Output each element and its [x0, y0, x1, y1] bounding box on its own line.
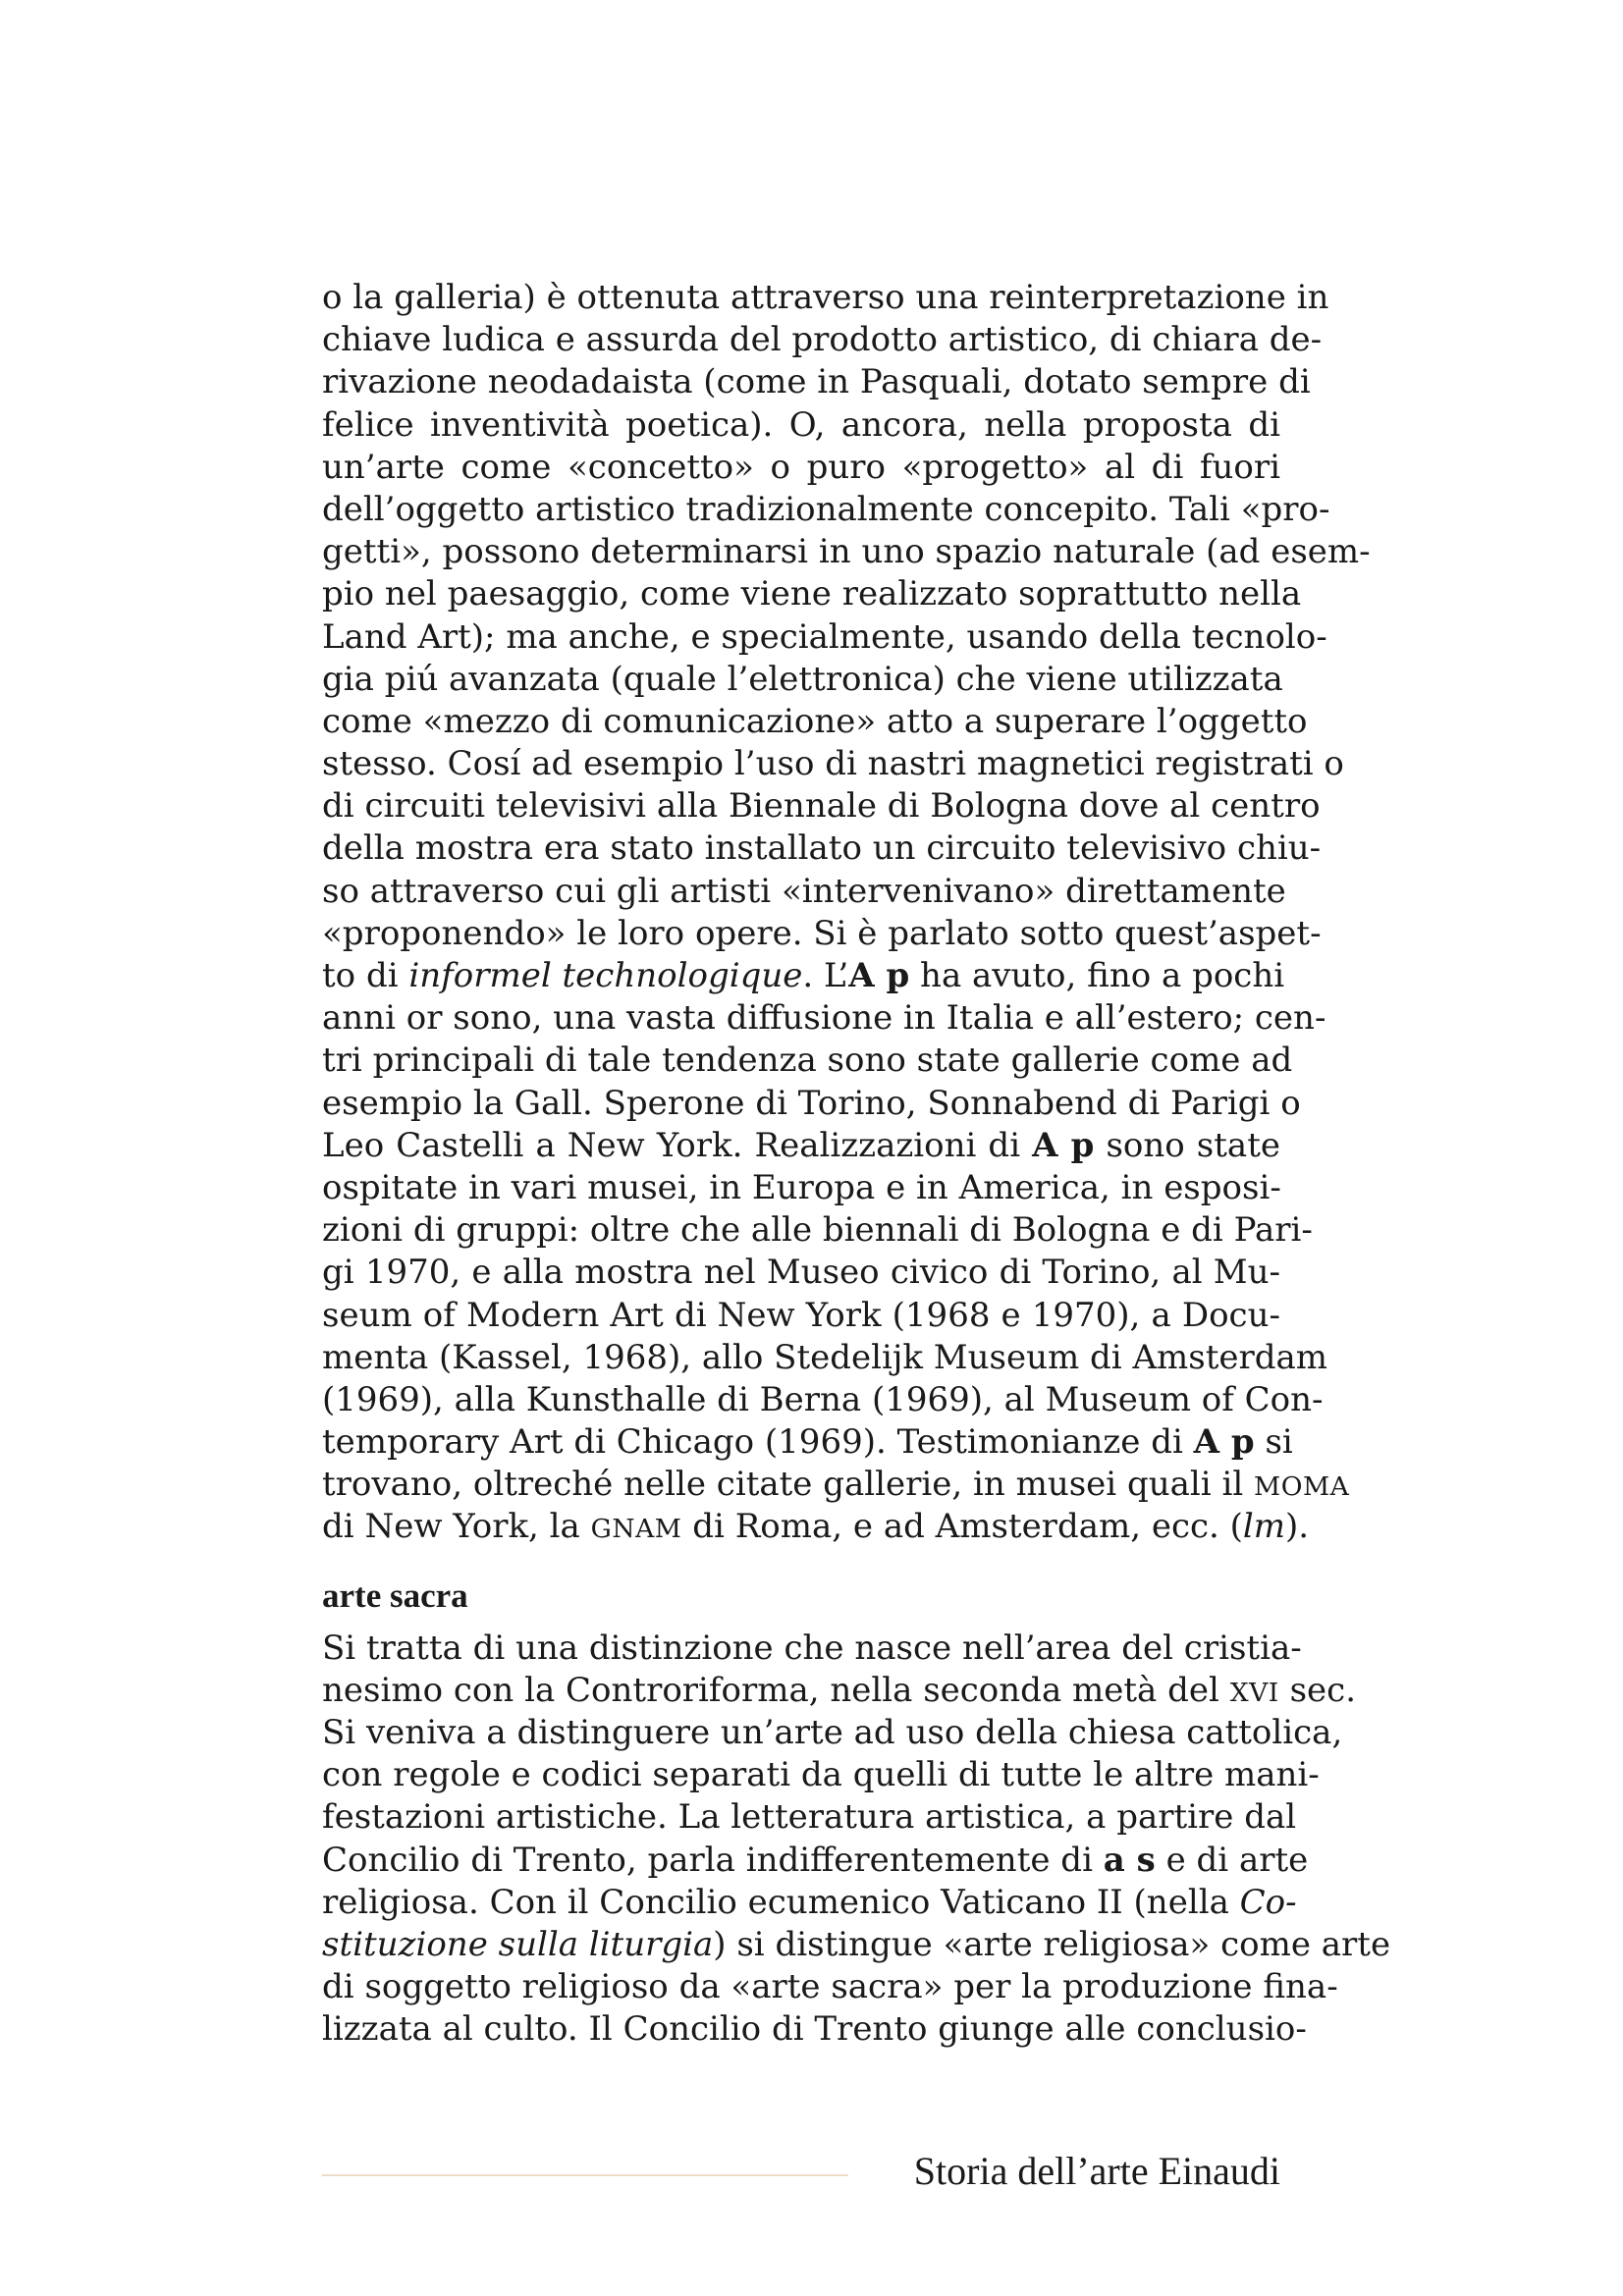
- text-line: stesso. Cosí ad esempio l’uso di nastri magnetici registrati o: [322, 744, 1344, 784]
- text-line: felice inventività poetica). O, ancora, nella proposta di: [322, 404, 1280, 445]
- text-line: seum of Modern Art di New York (1968 e 1970), a Docu-: [322, 1295, 1280, 1335]
- text-line: [322, 1882, 1297, 1924]
- text-line: rivazione neodadaista (come in Pasquali, dotato sempre di: [322, 362, 1311, 402]
- text-line: zioni di gruppi: oltre che alle biennali di Bologna e di Pari-: [322, 1210, 1313, 1251]
- entry-arte-sacra: [322, 1628, 1391, 2052]
- text-line: tri principali di tale tendenza sono state gallerie come ad: [322, 1041, 1293, 1081]
- small-caps-acronym: GNAM: [590, 1514, 682, 1545]
- italic-title: Co-: [1239, 1882, 1297, 1922]
- small-caps-acronym: MOMA: [1254, 1471, 1350, 1503]
- bold-abbreviation: a s: [1103, 1840, 1156, 1880]
- text-line: della mostra era stato installato un circuito televisivo chiu-: [322, 828, 1322, 869]
- bold-abbreviation: A p: [848, 956, 910, 995]
- text-run: to di: [322, 956, 409, 995]
- text-line: (1969), alla Kunsthalle di Berna (1969), al Museum of Con-: [322, 1379, 1324, 1419]
- article-continuation: [322, 277, 1371, 1549]
- text-run: e di arte: [1155, 1840, 1309, 1880]
- text-line: getti», possono determinarsi in uno spazio naturale (ad esem-: [322, 532, 1371, 572]
- text-run: nesimo con la Controriforma, nella seconda metà del: [322, 1670, 1230, 1710]
- text-line: esempio la Gall. Sperone di Torino, Sonnabend di Parigi o: [322, 1083, 1301, 1123]
- text-line: pio nel paesaggio, come viene realizzato soprattutto nella: [322, 574, 1302, 614]
- text-line: [322, 1464, 1350, 1506]
- author-initials: lm: [1242, 1507, 1286, 1547]
- bold-abbreviation: A p: [1193, 1422, 1255, 1463]
- text-run: trovano, oltreché nelle citate gallerie, in musei quali il: [322, 1465, 1255, 1505]
- text-run: temporary Art di Chicago (1969). Testimonianze di: [322, 1422, 1194, 1463]
- text-line: gi 1970, e alla mostra nel Museo civico di Torino, al Mu-: [322, 1253, 1280, 1293]
- text-line: un’arte come «concetto» o puro «progetto» al di fuori: [322, 447, 1280, 487]
- text-run: di Roma, e ad Amsterdam, ecc. (: [681, 1507, 1243, 1547]
- italic-term: informel technologique: [408, 956, 803, 995]
- text-line: «proponendo» le loro opere. Si è parlato sotto quest’aspet-: [322, 913, 1322, 953]
- text-line: [322, 1421, 1293, 1464]
- text-line: [322, 1670, 1357, 1712]
- text-line: di circuiti televisivi alla Biennale di Bologna dove al centro: [322, 786, 1321, 827]
- text-line: con regole e codici separati da quelli di tutte le altre mani-: [322, 1755, 1320, 1795]
- text-run: di New York, la: [322, 1507, 591, 1547]
- text-line: lizzata al culto. Il Concilio di Trento giunge alle conclusio-: [322, 2009, 1307, 2050]
- text-line: [322, 1840, 1309, 1882]
- text-line: so attraverso cui gli artisti «intervenivano» direttamente: [322, 871, 1286, 911]
- text-run: sono state: [1094, 1125, 1280, 1165]
- text-run: . L’: [802, 956, 849, 995]
- text-line: [322, 955, 1285, 997]
- text-line: gia piú avanzata (quale l’elettronica) che viene utilizzata: [322, 659, 1283, 699]
- text-line: o la galleria) è ottenuta attraverso una reinterpretazione in: [322, 278, 1329, 317]
- text-line: festazioni artistiche. La letteratura artistica, a partire dal: [322, 1797, 1297, 1838]
- text-run: ).: [1285, 1507, 1310, 1547]
- text-run: Concilio di Trento, parla indifferentemente di: [322, 1840, 1104, 1880]
- text-run: si: [1254, 1422, 1293, 1463]
- text-run: sec.: [1278, 1670, 1357, 1710]
- text-line: [322, 1924, 1391, 1966]
- bold-abbreviation: A p: [1032, 1125, 1095, 1165]
- text-line: di soggetto religioso da «arte sacra» per la produzione fina-: [322, 1967, 1338, 2007]
- footer-title: Storia dell’arte Einaudi: [913, 2149, 1280, 2193]
- italic-title: stituzione sulla liturgia: [322, 1924, 714, 1964]
- text-line: chiave ludica e assurda del prodotto artistico, di chiara de-: [322, 320, 1323, 360]
- text-line: [322, 1506, 1310, 1548]
- text-line: [322, 1125, 1280, 1167]
- page-body: [322, 277, 1391, 2052]
- text-run: ) si distingue «arte religiosa» come arte: [713, 1924, 1391, 1964]
- text-line: Land Art); ma anche, e specialmente, usando della tecnolo-: [322, 616, 1327, 657]
- text-line: anni or sono, una vasta diffusione in Italia e all’estero; cen-: [322, 998, 1326, 1039]
- text-run: ha avuto, fino a pochi: [909, 956, 1285, 995]
- text-line: Si tratta di una distinzione che nasce nell’area del cristia-: [322, 1628, 1302, 1668]
- text-line: ospitate in vari musei, in Europa e in America, in esposi-: [322, 1167, 1281, 1207]
- text-run: Leo Castelli a New York. Realizzazioni di: [322, 1125, 1033, 1165]
- small-caps-numeral: XVI: [1229, 1677, 1279, 1708]
- text-line: come «mezzo di comunicazione» atto a superare l’oggetto: [322, 701, 1308, 741]
- text-line: Si veniva a distinguere un’arte ad uso della chiesa cattolica,: [322, 1713, 1343, 1752]
- footer-rule: [322, 2174, 848, 2176]
- text-line: dell’oggetto artistico tradizionalmente concepito. Tali «pro-: [322, 489, 1330, 529]
- text-run: religiosa. Con il Concilio ecumenico Vaticano II (nella: [322, 1882, 1240, 1922]
- text-line: menta (Kassel, 1968), allo Stedelijk Museum di Amsterdam: [322, 1337, 1328, 1377]
- entry-heading: arte sacra: [322, 1575, 468, 1615]
